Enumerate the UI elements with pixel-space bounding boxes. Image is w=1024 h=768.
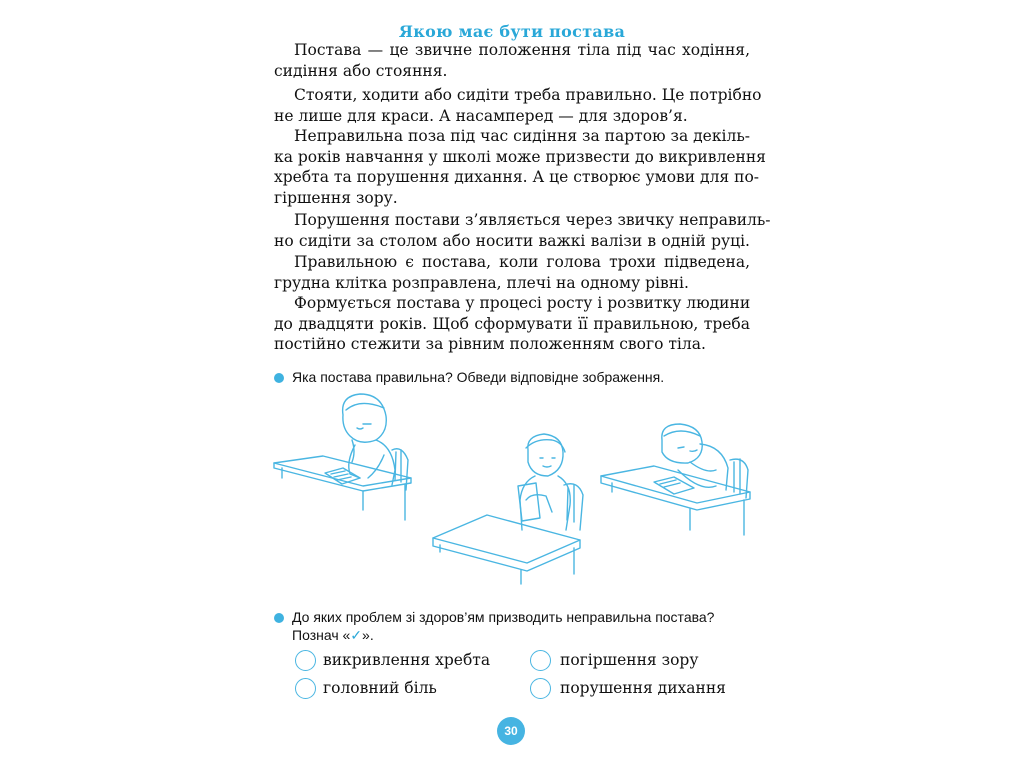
paragraph-line: постійно стежити за рівним положенням свого тіла. (274, 335, 706, 354)
paragraph-line: ка років навчання у школі може призвести до викривлення (274, 147, 766, 166)
paragraph-line: Стояти, ходити або сидіти треба правильно. Це потрібно (294, 86, 762, 104)
checkmark-icon: ✓ (350, 627, 363, 643)
paragraph-line: Порушення постави з’являється через звичку неправиль- (294, 211, 771, 229)
paragraph-line: до двадцяти років. Щоб сформувати її правильною, треба (274, 314, 750, 333)
illustration-middle[interactable] (433, 434, 583, 584)
paragraph-line: Правильною є постава, коли голова трохи підведена, (294, 253, 750, 271)
checkbox-vision[interactable] (530, 650, 551, 671)
checkbox-curvature[interactable] (295, 650, 316, 671)
paragraph-line: грудна клітка розправлена, плечі на одному рівні. (274, 273, 689, 292)
paragraph-line: Формується постава у процесі росту і розвитку людини (294, 294, 751, 312)
page-number: 30 (497, 717, 525, 745)
task-2 (274, 608, 714, 644)
paragraph-line: гіршення зору. (274, 189, 398, 208)
task-1-text: Яка постава правильна? Обведи відповідне зображення. (292, 369, 665, 385)
paragraph-line: хребта та порушення дихання. А це створює умови для по- (274, 168, 760, 187)
illustration-left[interactable] (274, 394, 411, 520)
paragraph-line: Постава — це звичне положення тіла під час ходіння, (294, 41, 750, 59)
bullet-icon (274, 613, 284, 623)
paragraph-line: не лише для краси. А насамперед — для здоров’я. (274, 106, 688, 125)
checkbox-headache[interactable] (295, 678, 316, 699)
paragraph-line: Неправильна поза під час сидіння за партою за декіль- (294, 127, 750, 145)
paragraph-line: сидіння або стояння. (274, 61, 448, 80)
task-2-line2-after: ». (362, 627, 374, 643)
checkbox-breathing[interactable] (530, 678, 551, 699)
option-label: погіршення зору (560, 651, 699, 669)
task-2-line2-before: Познач « (292, 627, 351, 643)
option-label: порушення дихання (560, 679, 726, 697)
paragraph-line: но сидіти за столом або носити важкі валізи в одній руці. (274, 231, 750, 250)
option-label: викривлення хребта (323, 651, 491, 669)
section-title: Якою має бути постава (398, 22, 626, 41)
illustration-right[interactable] (601, 424, 750, 535)
task-2-line1: До яких проблем зі здоров’ям призводить неправильна постава? (292, 609, 715, 625)
option-label: головний біль (323, 679, 437, 697)
